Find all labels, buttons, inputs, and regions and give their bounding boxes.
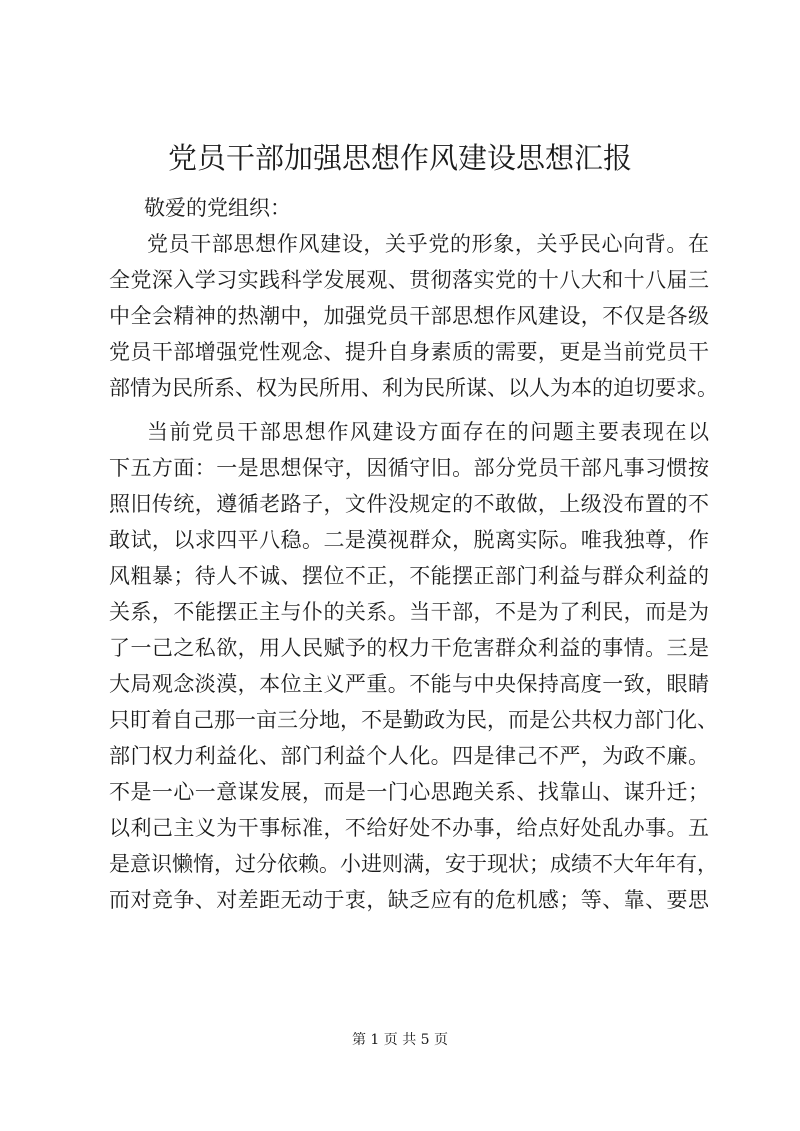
text-line: 大局观念淡漠，本位主义严重。不能与中央保持高度一致，眼睛 <box>109 672 709 696</box>
text-line: 敢试，以求四平八稳。二是漠视群众，脱离实际。唯我独尊，作 <box>109 528 709 552</box>
text-line: 以利己主义为干事标准，不给好处不办事，给点好处乱办事。五 <box>109 816 709 840</box>
text-line: 风粗暴；待人不诚、摆位不正，不能摆正部门利益与群众利益的 <box>109 564 709 588</box>
text-line: 部门权力利益化、部门利益个人化。四是律己不严，为政不廉。 <box>109 744 709 768</box>
text-line: 中全会精神的热潮中，加强党员干部思想作风建设，不仅是各级 <box>109 304 709 328</box>
text-line: 而对竞争、对差距无动于衷，缺乏应有的危机感；等、靠、要思 <box>109 888 709 912</box>
page-number: 第 1 页 共 5 页 <box>351 1032 449 1048</box>
text-line: 关系，不能摆正主与仆的关系。当干部，不是为了利民，而是为 <box>109 600 709 624</box>
text-line: 下五方面：一是思想保守，因循守旧。部分党员干部凡事习惯按 <box>109 456 709 480</box>
salutation: 敬爱的党组织： <box>144 196 291 220</box>
document-title: 党员干部加强思想作风建设思想汇报 <box>167 141 632 175</box>
text-line: 了一己之私欲，用人民赋予的权力干危害群众利益的事情。三是 <box>109 636 709 660</box>
text-line: 部情为民所系、权为民所用、利为民所谋、以人为本的迫切要求。 <box>109 376 718 400</box>
text-line: 党员干部思想作风建设，关乎党的形象，关乎民心向背。在 <box>147 232 709 256</box>
text-line: 照旧传统，遵循老路子，文件没规定的不敢做，上级没布置的不 <box>109 492 709 516</box>
text-line: 全党深入学习实践科学发展观、贯彻落实党的十八大和十八届三 <box>109 268 709 292</box>
text-line: 是意识懒惰，过分依赖。小进则满，安于现状；成绩不大年年有， <box>109 852 718 876</box>
text-line: 党员干部增强党性观念、提升自身素质的需要，更是当前党员干 <box>109 340 709 364</box>
text-line: 只盯着自己那一亩三分地，不是勤政为民，而是公共权力部门化、 <box>109 708 718 732</box>
text-line: 不是一心一意谋发展，而是一门心思跑关系、找靠山、谋升迁； <box>109 780 709 804</box>
text-line: 当前党员干部思想作风建设方面存在的问题主要表现在以 <box>147 420 709 444</box>
